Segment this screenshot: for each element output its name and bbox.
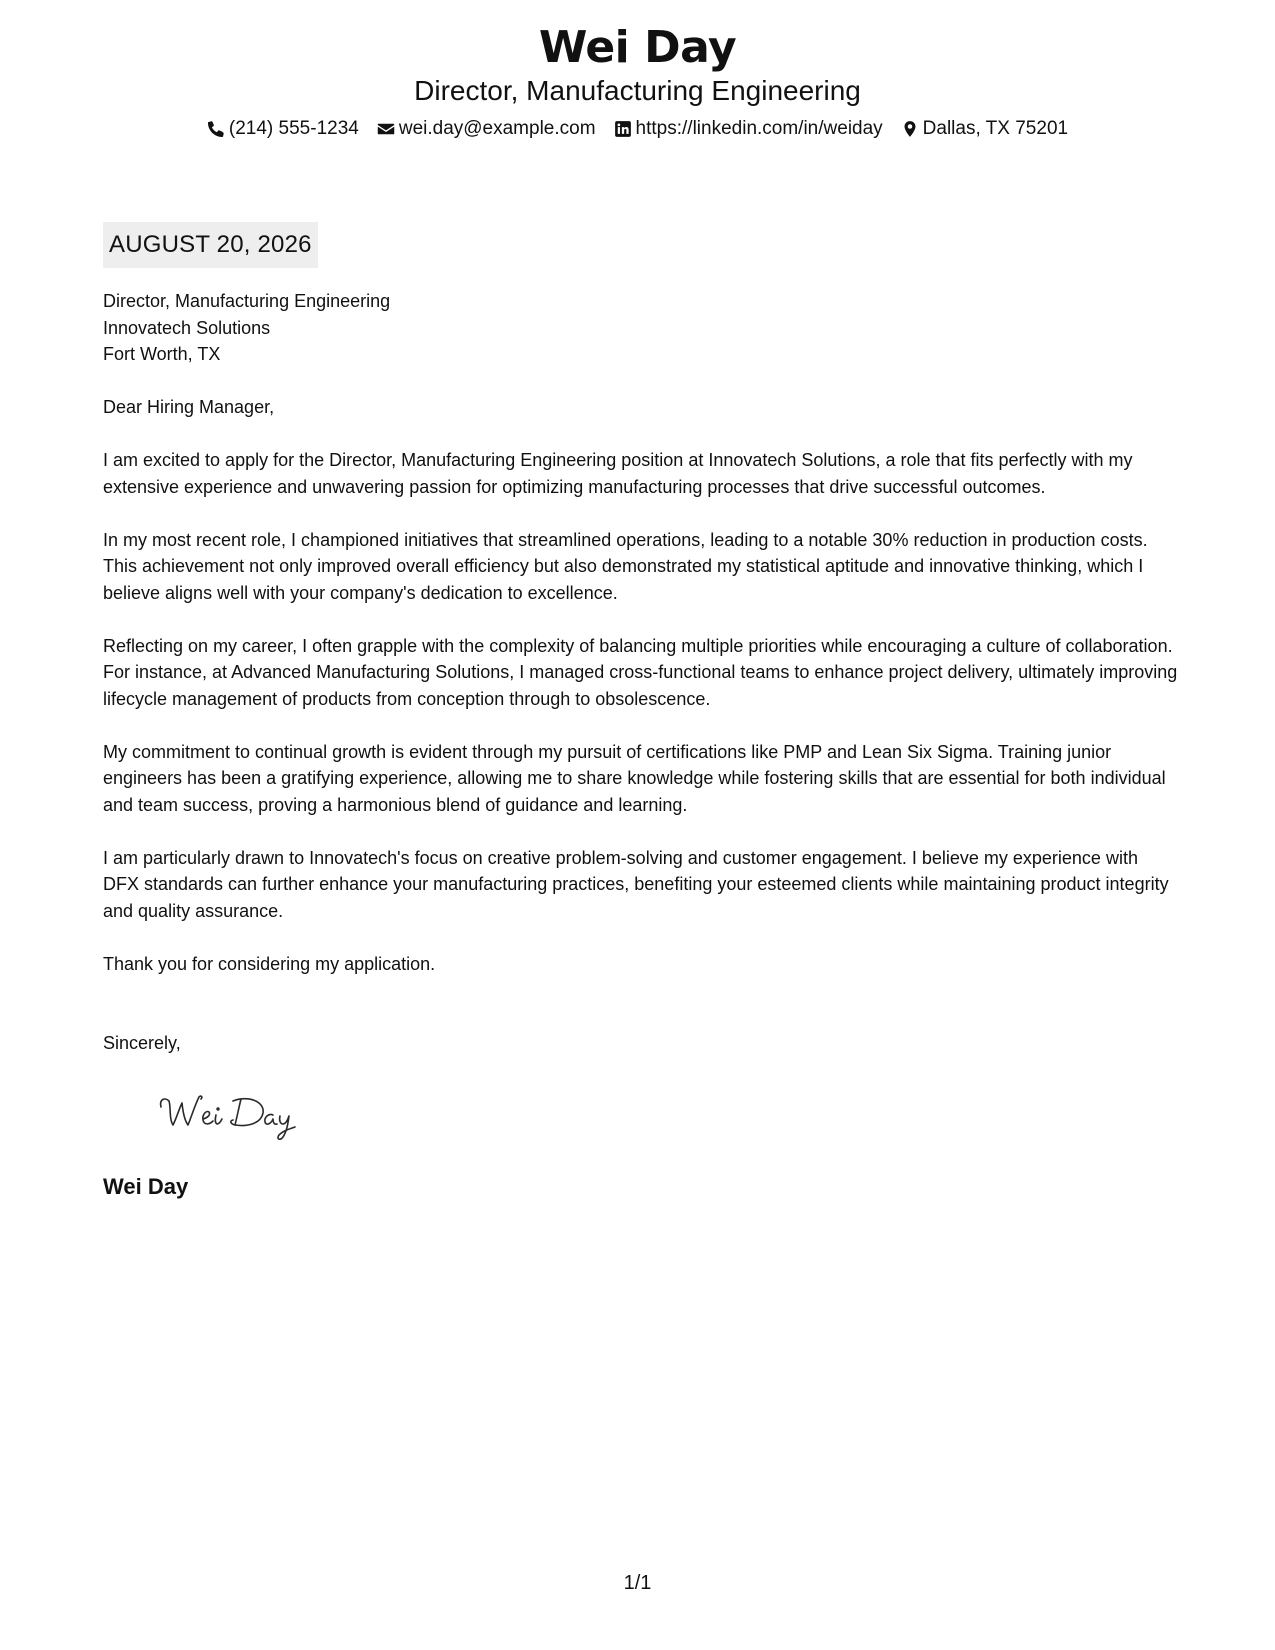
contact-bar: [0, 116, 1275, 142]
signer-name: Wei Day: [103, 1174, 189, 1199]
phone-number: (214) 555-1234: [228, 118, 359, 139]
contact-location: [901, 116, 1068, 142]
contact-email[interactable]: [377, 116, 596, 142]
paragraph-recent-role: In my most recent role, I championed initiatives that streamlined operations, leading to a notable 30% reduction in production costs. This achievement not only improved overall efficiency but also demonstrated my statistical aptitude and innovative thinking, which I believe aligns well with your company's dedication to excellence.: [103, 529, 1148, 603]
paragraph-interest: I am particularly drawn to Innovatech's focus on creative problem-solving and customer engagement. I believe my experience with DFX standards can further enhance your manufacturing practices, benefiting your esteemed clients while maintaining product integrity and quality assurance.: [103, 847, 1169, 921]
contact-phone: [207, 116, 359, 142]
recipient-block: [103, 288, 1178, 368]
paragraph-growth: My commitment to continual growth is evident through my pursuit of certifications like PMP and Lean Six Sigma. Training junior engineers has been a gratifying experience, allowing me to share knowledge while fostering skills that are essential for both individual and team success, proving a harmonious blend of guidance and learning.: [103, 741, 1166, 815]
linkedin-url[interactable]: https://linkedin.com/in/weiday: [635, 118, 883, 139]
letter-header: [0, 22, 1275, 142]
recipient-title: Director, Manufacturing Engineering: [103, 291, 391, 311]
envelope-icon: [377, 120, 395, 138]
paragraph-thanks: Thank you for considering my application.: [103, 953, 436, 974]
page-number: 1/1: [623, 1572, 652, 1594]
phone-icon: [207, 120, 225, 138]
recipient-location: Fort Worth, TX: [103, 344, 221, 364]
closing: Sincerely,: [103, 1033, 181, 1053]
letter-date: AUGUST 20, 2026: [103, 222, 318, 268]
applicant-name: Wei Day: [538, 22, 737, 73]
handwritten-signature: [155, 1085, 315, 1143]
paragraph-intro: I am excited to apply for the Director, Manufacturing Engineering position at Innovatech Solutions, a role that fits perfectly with my extensive experience and unwavering passion for optimizing manufacturing processes that drive successful outcomes.: [103, 450, 1133, 497]
paragraph-career: Reflecting on my career, I often grapple with the complexity of balancing multiple priorities while encouraging a culture of collaboration. For instance, at Advanced Manufacturing Solutions, I managed cross-functional teams to enhance project delivery, ultimately improving lifecycle management of products from conception through to obsolescence.: [103, 635, 1178, 709]
email-address[interactable]: wei.day@example.com: [398, 118, 596, 139]
salutation: Dear Hiring Manager,: [103, 397, 275, 417]
contact-linkedin[interactable]: [614, 116, 883, 142]
map-pin-icon: [901, 120, 919, 138]
location-text: Dallas, TX 75201: [922, 118, 1069, 139]
linkedin-icon: [614, 120, 632, 138]
applicant-title: Director, Manufacturing Engineering: [414, 75, 861, 106]
recipient-company: Innovatech Solutions: [103, 317, 271, 338]
letter-body: [103, 288, 1178, 977]
